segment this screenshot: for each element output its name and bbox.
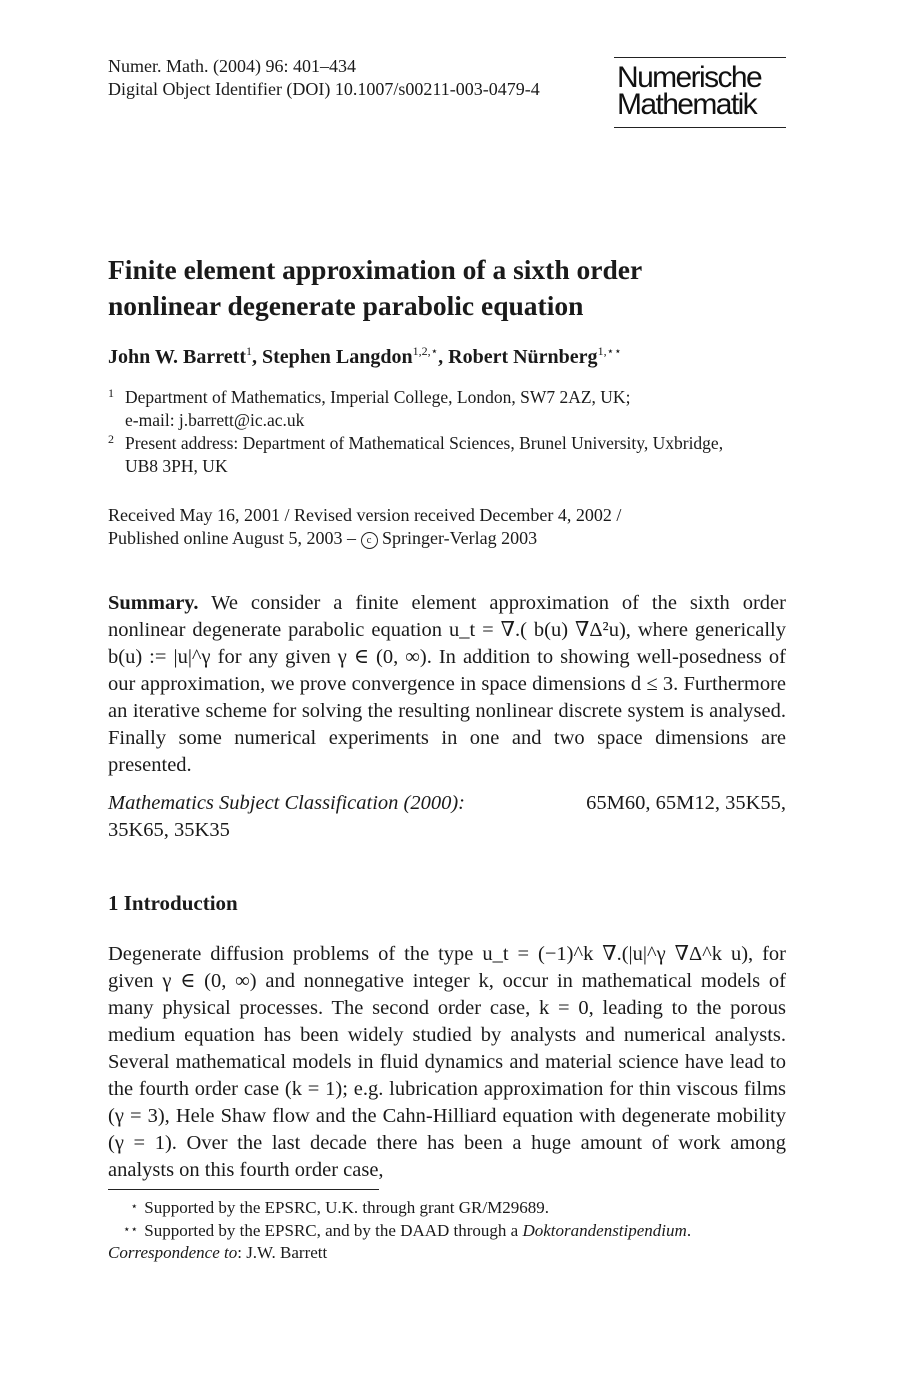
footnote-2 [108, 1218, 691, 1242]
copyright-icon: c [361, 532, 378, 549]
summary-paragraph [108, 590, 786, 779]
publication-dates [108, 504, 621, 550]
dates-line-2 [108, 527, 621, 550]
author-3-affil: 1,⋆⋆ [597, 344, 622, 358]
correspondence-name: : J.W. Barrett [237, 1243, 328, 1262]
footnote-1-text: Supported by the EPSRC, U.K. through grant GR/M29689. [144, 1198, 549, 1217]
affiliation-2 [108, 432, 788, 478]
footnote-rule [108, 1189, 379, 1190]
section-heading: 1 Introduction [108, 891, 238, 915]
title-line-1: Finite element approximation of a sixth order [108, 254, 643, 285]
affiliation-number: 1 [108, 386, 114, 400]
summary-text: We consider a finite element approximation of the sixth order nonlinear degenerate parabolic equation u_t = ∇.( b(u) ∇Δ²u), where generically b(u) := |u|^γ for any given γ ∈ (0, ∞). In addition to showing well-posedness of our approximation, we prove convergence in space dimensions d ≤ 3. Furthermore an iterative scheme for solving the resulting nonlinear discrete system is analysed. Finally some numerical experiments in one and two space dimensions are presented. [108, 592, 786, 776]
affiliation-text-cont: UB8 3PH, UK [125, 456, 228, 476]
correspondence-label: Correspondence to [108, 1243, 238, 1262]
author-2-affil: 1,2,⋆ [412, 344, 439, 358]
author-2: Stephen Langdon [261, 346, 413, 368]
msc-classification [108, 790, 786, 844]
affiliation-text: Present address: Department of Mathematical Sciences, Brunel University, Uxbridge, [125, 433, 724, 453]
footnote-1 [108, 1195, 549, 1219]
dates-line-1: Received May 16, 2001 / Revised version received December 4, 2002 / [108, 505, 622, 525]
journal-logo [614, 57, 786, 128]
author-list: John W. Barrett$^1$, Stephen Langdon$^{1,2,⋆}$, Robert Nürnberg$^{1,⋆⋆}$ [108, 344, 622, 368]
affiliation-1 [108, 386, 788, 432]
author-1-affil: 1 [245, 344, 252, 358]
doi-line: Digital Object Identifier (DOI) 10.1007/s00211-003-0479-4 [108, 79, 540, 99]
author-3: Robert Nürnberg [448, 346, 598, 368]
summary-label: Summary. [108, 592, 199, 614]
author-1: John W. Barrett [108, 346, 246, 368]
msc-codes-1: 65M60, 65M12, 35K55, [586, 792, 786, 814]
intro-paragraph: Degenerate diffusion problems of the type u_t = (−1)^k ∇.(|u|^γ ∇Δ^k u), for given γ ∈ (0, ∞) and nonnegative integer k, occur in mathematical models of many physical processes. The second order case, k = 0, leading to the porous medium equation has been widely studied by analysts and numerical analysts. Several mathematical models in fluid dynamics and material science have lead to the fourth order case (k = 1); e.g. lubrication approximation for thin viscous films (γ = 3), Hele Shaw flow and the Cahn-Hilliard equation with degenerate mobility (γ = 1). Over the last decade there has been a huge amount of work among analysts on this fourth order case, [108, 943, 786, 1181]
affiliation-text: Department of Mathematics, Imperial College, London, SW7 2AZ, UK; [125, 387, 631, 407]
paper-title [108, 252, 808, 324]
footnote-2-text: Supported by the EPSRC, and by the DAAD through a [144, 1221, 519, 1240]
footnote-2-italic: Doktorandenstipendium [522, 1221, 687, 1240]
msc-codes-2: 35K65, 35K35 [108, 819, 230, 841]
msc-label: Mathematics Subject Classification (2000): [108, 792, 465, 814]
logo-line-1: Numerische [617, 61, 762, 94]
footnote-2-end: . [686, 1221, 692, 1240]
affiliation-number: 2 [108, 432, 114, 446]
published-online: Published online August 5, 2003 – [108, 528, 357, 548]
publisher: Springer-Verlag 2003 [382, 528, 538, 548]
correspondence [108, 1241, 327, 1264]
double-star-icon: ⋆⋆ [122, 1222, 138, 1236]
affiliation-email: e-mail: j.barrett@ic.ac.uk [125, 410, 305, 430]
title-line-2: nonlinear degenerate parabolic equation [108, 290, 584, 321]
star-icon: ⋆ [130, 1199, 138, 1213]
journal-citation: Numer. Math. (2004) 96: 401–434 [108, 56, 356, 76]
logo-line-2: Mathematik [617, 88, 757, 121]
